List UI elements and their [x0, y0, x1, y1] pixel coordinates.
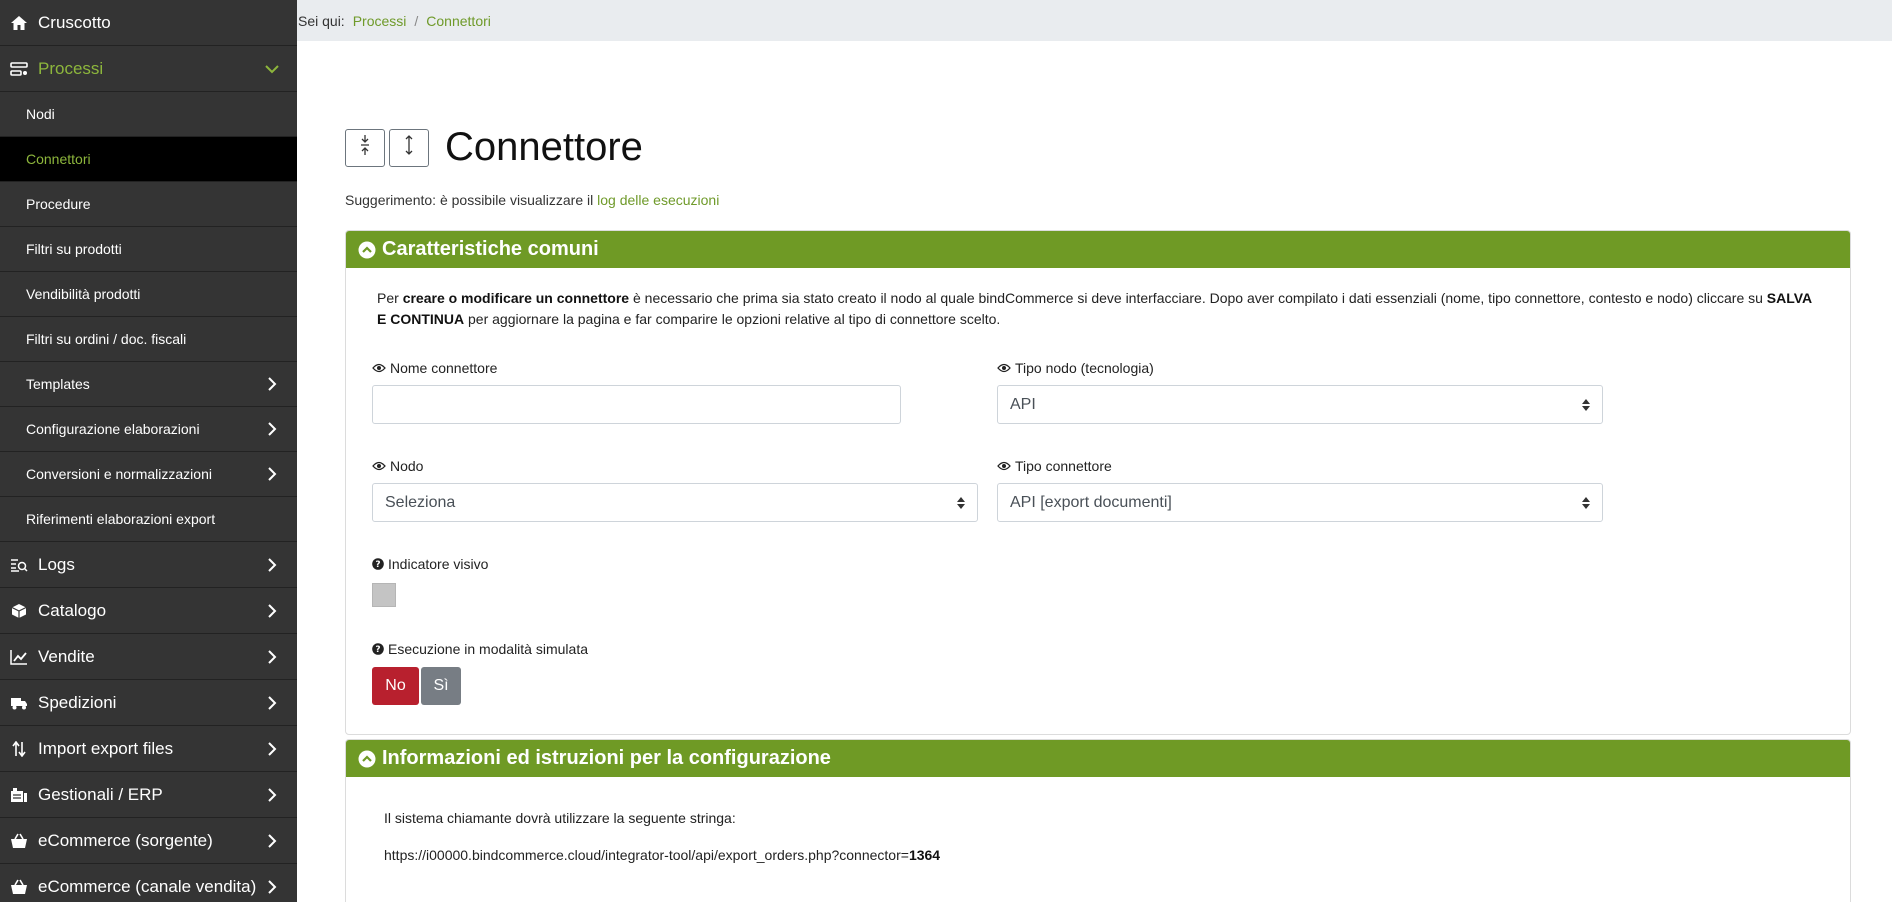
sidebar-item-label: Gestionali / ERP [38, 784, 163, 804]
eye-icon [997, 363, 1011, 373]
sidebar-item-label: Filtri su ordini / doc. fiscali [26, 331, 187, 347]
chevron-right-icon [265, 834, 279, 848]
sidebar-item-vendibilita[interactable] [0, 272, 297, 317]
intro-part: Per [377, 290, 403, 306]
api-url [384, 847, 940, 863]
sidebar-item-riferimenti[interactable] [0, 497, 297, 542]
sidebar-item-import-export[interactable] [0, 726, 297, 772]
sidebar-item-nodi[interactable] [0, 92, 297, 137]
sidebar-item-catalogo[interactable] [0, 588, 297, 634]
basket-icon [10, 832, 28, 850]
simulata-si-button[interactable]: Sì [421, 667, 461, 705]
tipo-connettore-select[interactable] [997, 483, 1603, 522]
sidebar-item-gestionali[interactable] [0, 772, 297, 818]
sidebar-item-label: Catalogo [38, 600, 107, 620]
eye-icon [997, 461, 1011, 471]
api-url-connector-id: 1364 [908, 847, 941, 863]
sidebar-item-label: eCommerce (sorgente) [38, 830, 213, 850]
card-informazioni [345, 739, 1851, 902]
eye-icon [372, 363, 386, 373]
erp-icon [10, 786, 28, 804]
breadcrumb-link-connettori[interactable]: Connettori [426, 12, 491, 29]
simulata-toggle [372, 667, 461, 705]
sidebar-item-label: Logs [38, 554, 75, 574]
simulata-no-button[interactable]: No [372, 667, 419, 705]
breadcrumb-separator: / [414, 12, 419, 29]
arrows-icon [10, 740, 28, 758]
sidebar-item-label: Templates [26, 376, 90, 392]
sort-icon [1582, 497, 1590, 509]
sort-icon [957, 497, 965, 509]
label-text: Esecuzione in modalità simulata [388, 641, 588, 657]
card-title: Caratteristiche comuni [382, 238, 599, 260]
nodo-select[interactable] [372, 483, 978, 522]
nodo-label [372, 458, 423, 474]
sidebar-item-filtri-ordini[interactable] [0, 317, 297, 362]
label-text: Tipo connettore [1015, 458, 1112, 474]
sidebar-item-filtri-prodotti[interactable] [0, 227, 297, 272]
chart-icon [10, 648, 28, 666]
chevron-up-circle-icon [358, 750, 376, 768]
intro-part: è necessario che prima sia stato creato il nodo al quale bindCommerce si deve interfacciare. Dopo aver compilato i dati essenziali (nome, tipo connettore, contesto e nodo) cliccare su [629, 290, 1767, 306]
sidebar-item-label: Vendibilità prodotti [26, 286, 141, 302]
card-header[interactable] [346, 740, 1850, 777]
sidebar-item-label: Filtri su prodotti [26, 241, 122, 257]
sidebar-item-label: Import export files [38, 738, 174, 758]
intro-bold: creare o modificare un connettore [402, 290, 630, 306]
sidebar-item-vendite[interactable] [0, 634, 297, 680]
sidebar-item-cruscotto[interactable] [0, 0, 297, 46]
indicatore-visivo-label [372, 556, 488, 572]
log-link[interactable]: log delle esecuzioni [597, 192, 720, 208]
tipo-connettore-label [997, 458, 1112, 474]
card-title: Informazioni ed istruzioni per la configurazione [382, 747, 831, 769]
chevron-right-icon [265, 650, 279, 664]
sidebar-item-ecommerce-sorgente[interactable] [0, 818, 297, 864]
sort-icon [1582, 399, 1590, 411]
compress-icon [359, 134, 371, 161]
chevron-down-icon [265, 62, 279, 76]
chevron-right-icon [265, 422, 279, 436]
sidebar-item-conversioni[interactable] [0, 452, 297, 497]
sidebar-item-procedure[interactable] [0, 182, 297, 227]
logs-icon [10, 556, 28, 574]
truck-icon [10, 694, 28, 712]
main-content [297, 41, 1892, 902]
card-header[interactable] [346, 231, 1850, 268]
info-line: Il sistema chiamante dovrà utilizzare la seguente stringa: [384, 810, 736, 826]
sidebar-item-label: Processi [38, 58, 104, 78]
sidebar-item-ecommerce-canale[interactable] [0, 864, 297, 902]
chevron-up-circle-icon [358, 241, 376, 259]
nome-connettore-label [372, 360, 497, 376]
nome-connettore-input[interactable] [372, 385, 901, 424]
intro-text [377, 288, 1817, 330]
intro-part: per aggiornare la pagina e far comparire le opzioni relative al tipo di connettore scelto. [464, 311, 1001, 327]
label-text: Tipo nodo (tecnologia) [1015, 360, 1154, 376]
title-row [345, 125, 643, 170]
collapse-all-button[interactable] [345, 129, 385, 167]
card-caratteristiche-comuni [345, 230, 1851, 735]
processes-icon [10, 60, 28, 78]
sidebar-item-spedizioni[interactable] [0, 680, 297, 726]
select-value: API [1010, 395, 1036, 413]
sidebar-item-label: eCommerce (canale vendita) [38, 876, 257, 896]
chevron-right-icon [265, 558, 279, 572]
esecuzione-simulata-label [372, 641, 588, 657]
sidebar-item-logs[interactable] [0, 542, 297, 588]
select-value: Seleziona [385, 493, 456, 511]
sidebar-item-connettori[interactable] [0, 137, 297, 182]
sidebar-item-label: Configurazione elaborazioni [26, 421, 200, 437]
breadcrumb [297, 0, 1892, 41]
chevron-right-icon [265, 604, 279, 618]
chevron-right-icon [265, 696, 279, 710]
label-text: Indicatore visivo [388, 556, 489, 572]
cube-icon [10, 602, 28, 620]
sidebar-item-configurazione[interactable] [0, 407, 297, 452]
expand-all-button[interactable] [389, 129, 429, 167]
hint-prefix: Suggerimento: è possibile visualizzare il [345, 192, 598, 208]
select-value: API [export documenti] [1010, 493, 1172, 511]
basket-icon [10, 878, 28, 896]
sidebar [0, 0, 297, 902]
chevron-right-icon [265, 377, 279, 391]
sidebar-item-templates[interactable] [0, 362, 297, 407]
expand-icon [403, 134, 415, 161]
tipo-nodo-select[interactable] [997, 385, 1603, 424]
svg-text:?: ? [375, 560, 381, 570]
chevron-right-icon [265, 788, 279, 802]
sidebar-item-label: Conversioni e normalizzazioni [26, 466, 212, 482]
hint-text [345, 192, 719, 208]
intro-bold: SALVA E CONTINUA [377, 290, 1812, 327]
breadcrumb-prefix: Sei qui: [298, 12, 345, 29]
page-title: Connettore [445, 125, 643, 169]
sidebar-item-label: Riferimenti elaborazioni export [26, 511, 216, 527]
sidebar-item-label: Nodi [26, 106, 55, 122]
label-text: Nodo [390, 458, 424, 474]
sidebar-item-label: Vendite [38, 646, 95, 666]
tipo-nodo-label [997, 360, 1154, 376]
sidebar-item-processi[interactable] [0, 46, 297, 92]
chevron-right-icon [265, 880, 279, 894]
chevron-right-icon [265, 467, 279, 481]
sidebar-item-label: Connettori [26, 151, 91, 167]
color-swatch[interactable] [372, 583, 396, 607]
chevron-right-icon [265, 742, 279, 756]
home-icon [10, 14, 28, 32]
label-text: Nome connettore [390, 360, 498, 376]
sidebar-item-label: Procedure [26, 196, 91, 212]
svg-text:?: ? [375, 645, 381, 655]
sidebar-item-label: Spedizioni [38, 692, 117, 712]
question-circle-icon [372, 643, 384, 655]
eye-icon [372, 461, 386, 471]
api-url-prefix: https://i00000.bindcommerce.cloud/integrator-tool/api/export_orders.php?connector= [384, 847, 909, 863]
question-circle-icon [372, 558, 384, 570]
sidebar-item-label: Cruscotto [38, 12, 111, 32]
breadcrumb-link-processi[interactable]: Processi [352, 12, 407, 29]
